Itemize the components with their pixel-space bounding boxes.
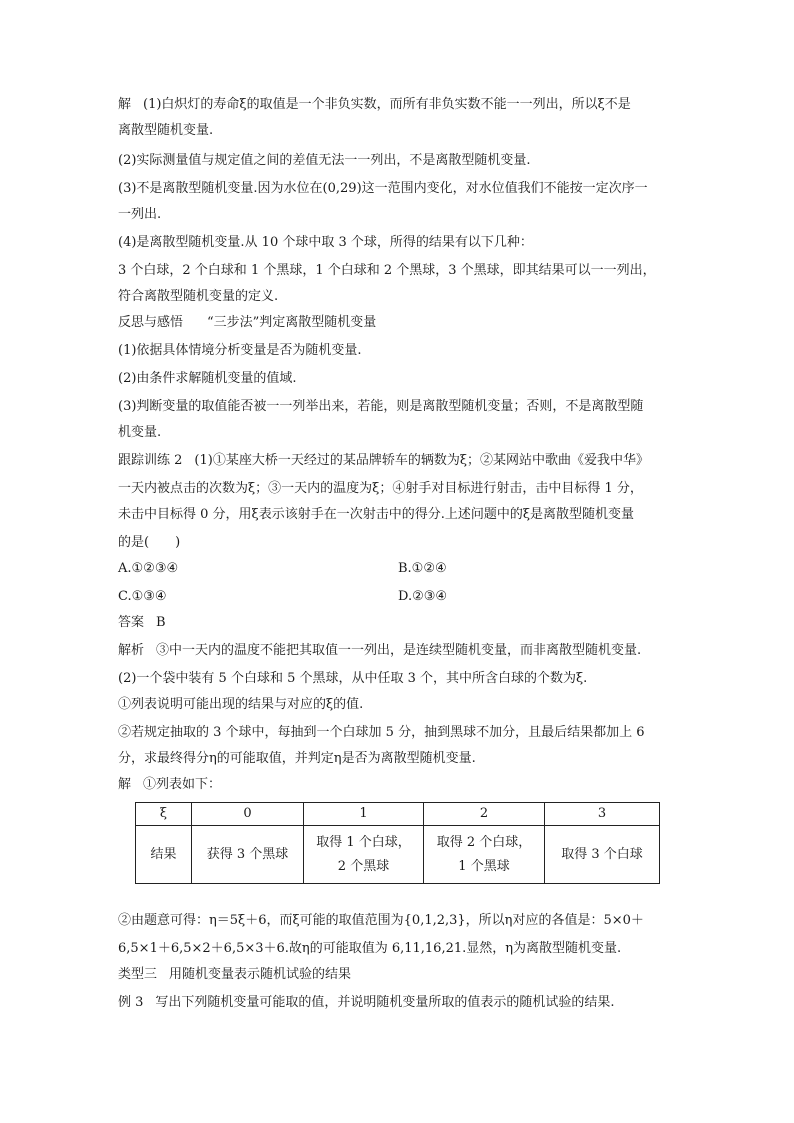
table-cell: 取得 1 个白球， 2 个黑球 — [304, 826, 424, 884]
table-cell: 取得 3 个白球 — [545, 826, 660, 884]
table-row-label: 结果 — [136, 826, 192, 884]
text-line: (1)依据具体情境分析变量是否为随机变量. — [118, 343, 362, 358]
exercise-heading: 跟踪训练 2 (1)①某座大桥一天经过的某品牌轿车的辆数为ξ；②某网站中歌曲《爱我中华》 — [118, 453, 649, 468]
text-line: 一天内被点击的次数为ξ；③一天内的温度为ξ；④射手对目标进行射击，击中目标得 1 分， — [118, 481, 643, 496]
reflection-heading: 反思与感悟 “三步法”判定离散型随机变量 — [118, 315, 377, 330]
text-line: 的是( ) — [118, 535, 181, 550]
text-line: ②若规定抽取的 3 个球中，每抽到一个白球加 5 分，抽到黑球不加分，且最后结果都加上 6 — [118, 725, 645, 740]
text-line: 机变量. — [118, 425, 162, 440]
table-header-cell: 2 — [424, 803, 545, 826]
text-line: (2)一个袋中装有 5 个白球和 5 个黑球，从中任取 3 个，其中所含白球的个数为ξ. — [118, 671, 588, 686]
answer-tag: 答案 — [118, 615, 145, 630]
text-line: 分，求最终得分η的可能取值，并判定η是否为离散型随机变量. — [118, 751, 476, 766]
section-heading: 类型三 用随机变量表示随机试验的结果 — [118, 967, 352, 982]
option-d: D.②③④ — [398, 589, 448, 604]
solution-line-1: 解 (1)白炽灯的寿命ξ的取值是一个非负实数，而所有非负实数不能一一列出，所以ξ不是 — [118, 97, 631, 112]
option-a: A.①②③④ — [118, 561, 179, 576]
analysis-line: 解析 ③中一天内的温度不能把其取值一一列出，是连续型随机变量，而非离散型随机变量. — [118, 643, 642, 658]
table-header-cell: 1 — [304, 803, 424, 826]
option-b: B.①②④ — [398, 561, 447, 576]
answer-line — [118, 614, 678, 632]
text-line: 一列出. — [118, 207, 162, 222]
text-line: ①列表说明可能出现的结果与对应的ξ的值. — [118, 697, 364, 712]
example-tag: 例 3 — [118, 995, 144, 1010]
table-cell: 获得 3 个黑球 — [192, 826, 304, 884]
section-tag: 类型三 — [118, 967, 158, 982]
solution-line-2: 解 ①列表如下： — [118, 777, 222, 792]
text-line: 3 个白球，2 个白球和 1 个黑球，1 个白球和 2 个黑球，3 个黑球，即其结果可以一一列出， — [118, 263, 656, 278]
table-row — [136, 826, 660, 884]
table-header-cell: ξ — [136, 803, 192, 826]
table-cell: 取得 2 个白球， 1 个黑球 — [424, 826, 545, 884]
solution-tag: 解 — [118, 777, 132, 792]
analysis-tag: 解析 — [118, 643, 145, 658]
table-header-cell: 3 — [545, 803, 660, 826]
text-line: (2)由条件求解随机变量的值域. — [118, 371, 297, 386]
text-line: 符合离散型随机变量的定义. — [118, 289, 279, 304]
text-line: 6,5×1＋6,5×2＋6,5×3＋6.故η的可能取值为 6,11,16,21.显然，η为离散型随机变量. — [118, 941, 622, 956]
text-line: (3)不是离散型随机变量.因为水位在(0,29)这一范围内变化，对水位值我们不能按一定次序一 — [118, 181, 648, 196]
example-heading: 例 3 写出下列随机变量可能取的值，并说明随机变量所取的值表示的随机试验的结果. — [118, 995, 615, 1010]
text-line: (3)判断变量的取值能否被一一列举出来，若能，则是离散型随机变量；否则，不是离散型随 — [118, 399, 644, 414]
text-line: ②由题意可得：η＝5ξ＋6，而ξ可能的取值范围为{0,1,2,3}，所以η对应的各值是：5×0＋ — [118, 913, 644, 928]
reflection-tag: 反思与感悟 — [118, 315, 184, 330]
text-line: (4)是离散型随机变量.从 10 个球中取 3 个球，所得的结果有以下几种： — [118, 235, 533, 250]
solution-tag: 解 — [118, 97, 132, 112]
text-line: 离散型随机变量. — [118, 123, 214, 138]
table-header-cell: 0 — [192, 803, 304, 826]
option-c: C.①③④ — [118, 589, 167, 604]
answer-value: B — [156, 615, 166, 630]
text-line: 未击中目标得 0 分，用ξ表示该射手在一次射击中的得分.上述问题中的ξ是离散型随机变量 — [118, 507, 634, 522]
distribution-table — [135, 802, 660, 884]
exercise-tag: 跟踪训练 2 — [118, 453, 183, 468]
text-line: (2)实际测量值与规定值之间的差值无法一一列出，不是离散型随机变量. — [118, 153, 531, 168]
table-header-row — [136, 803, 660, 826]
